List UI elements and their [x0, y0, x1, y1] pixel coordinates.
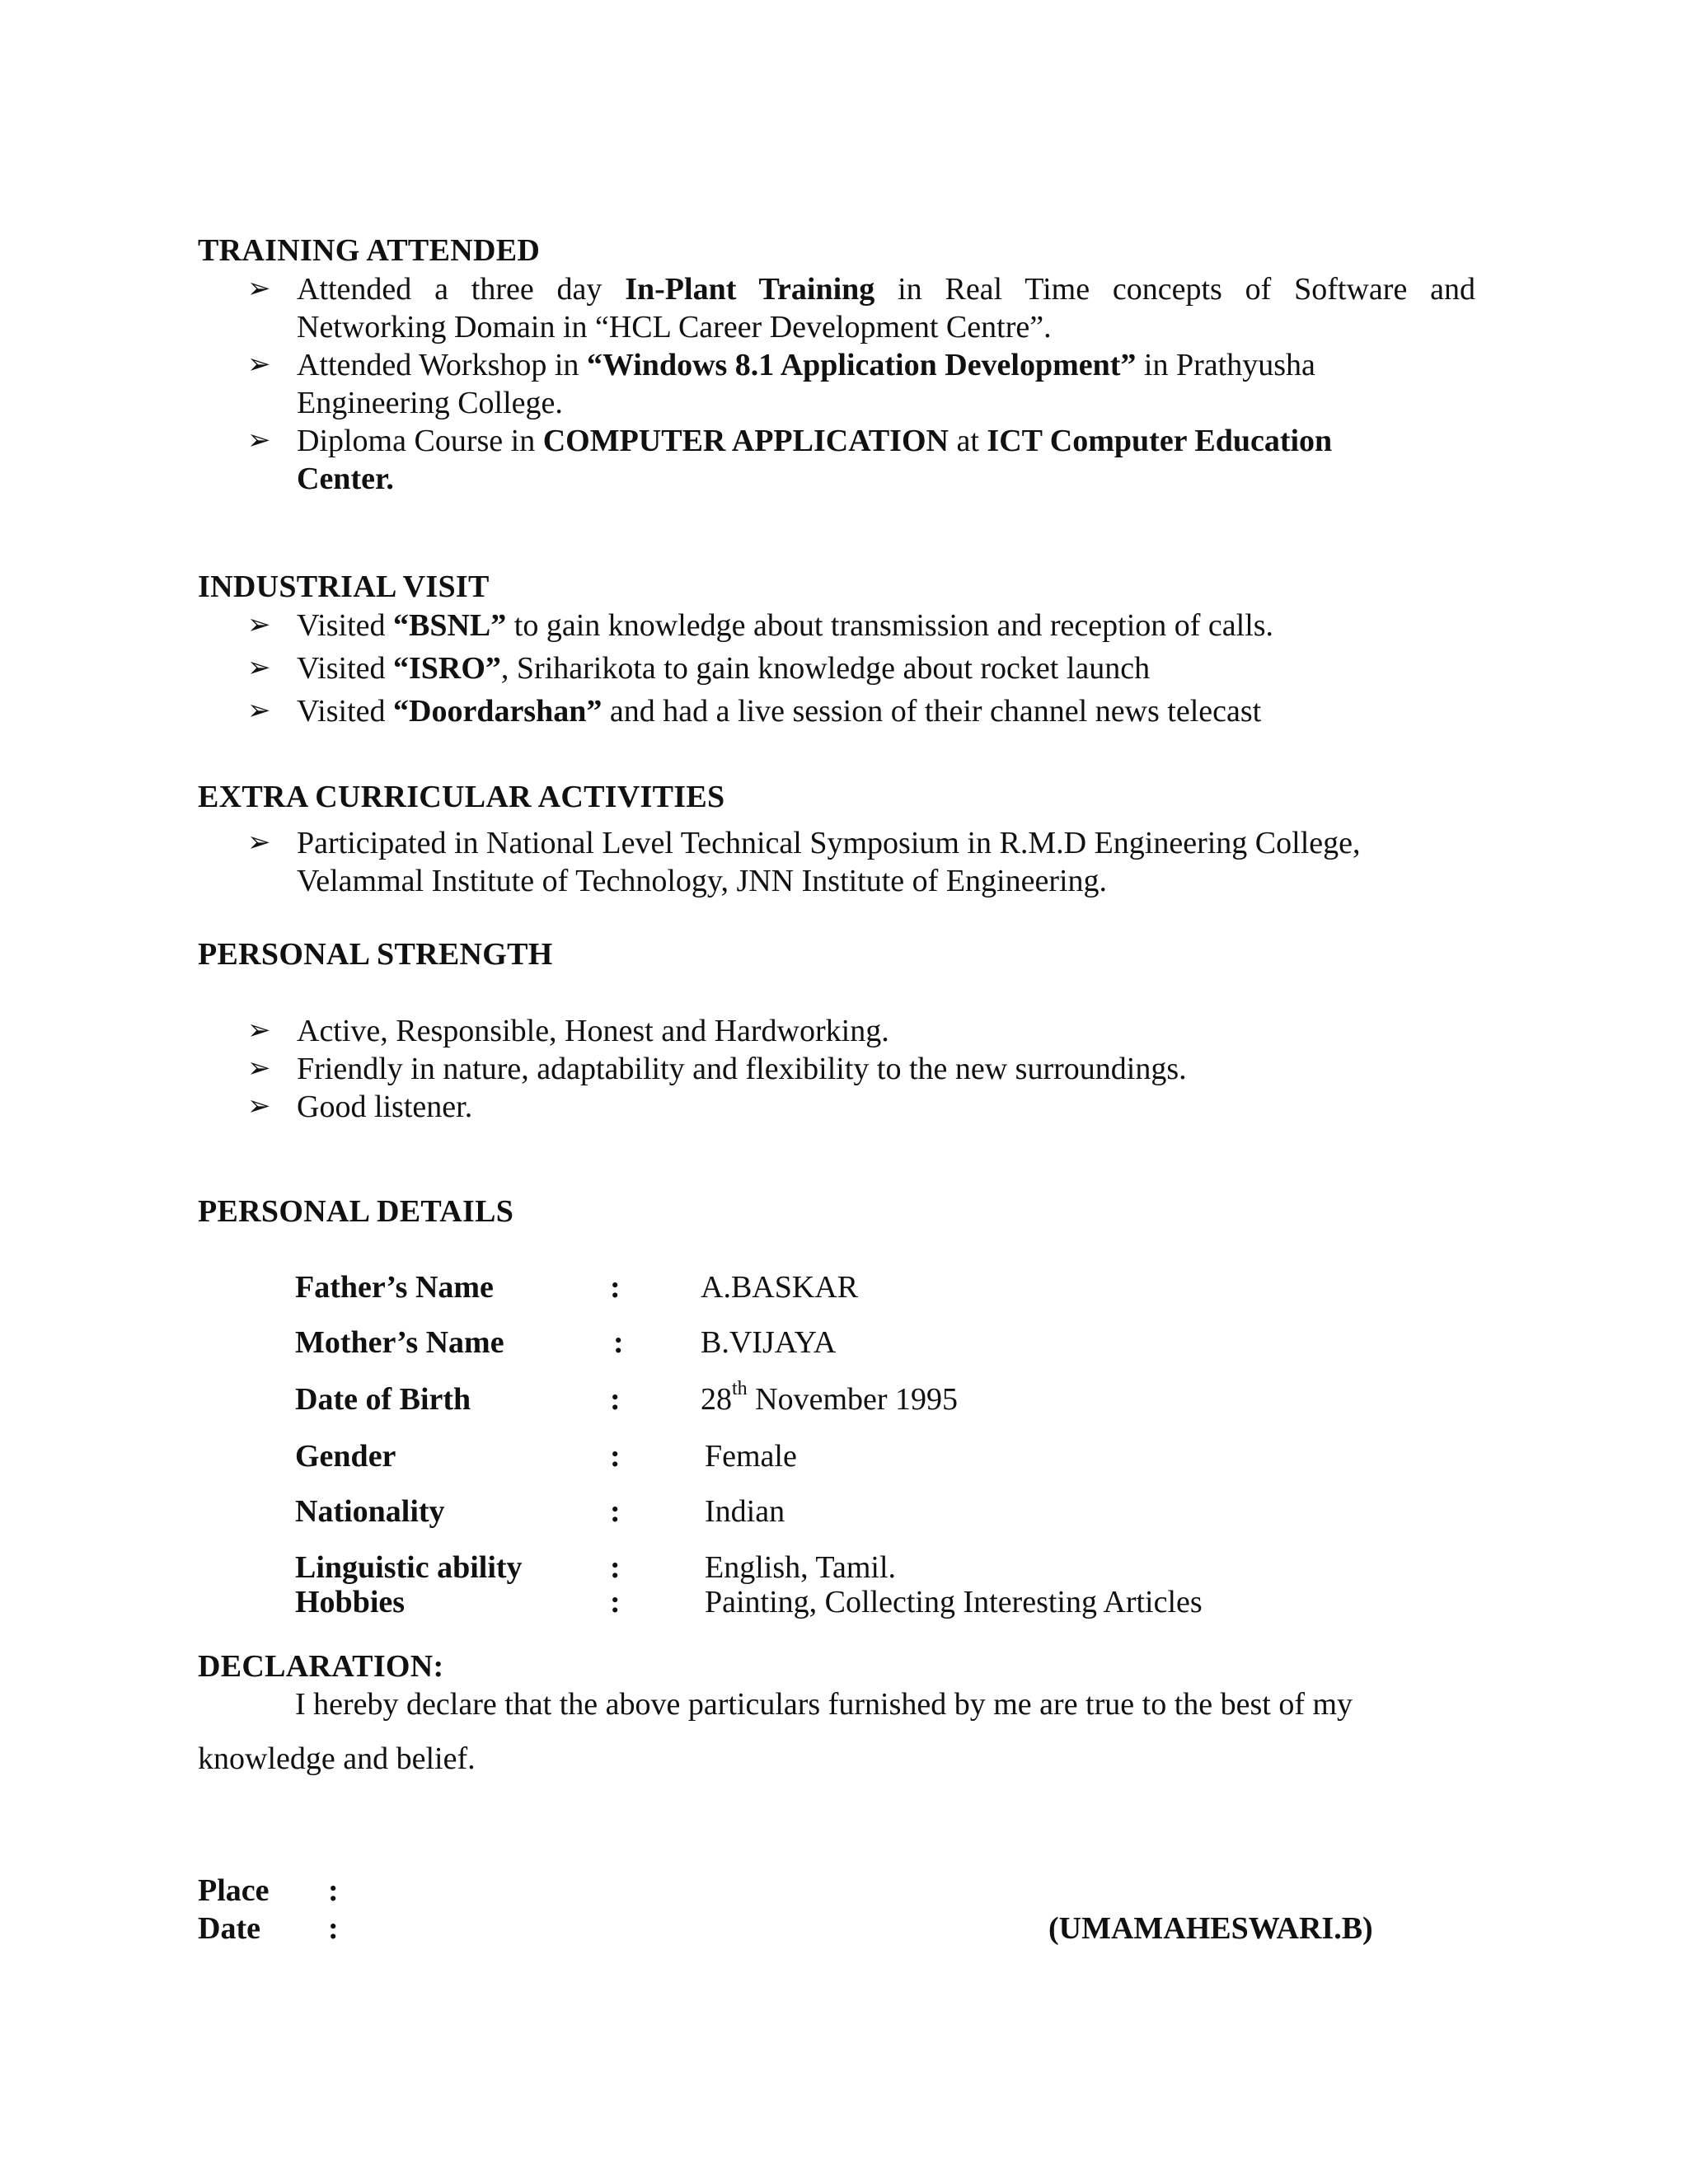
section-title-declaration: DECLARATION:: [198, 1649, 444, 1684]
date-row: Date :: [198, 1911, 339, 1946]
signature-name: (UMAMAHESWARI.B): [1048, 1911, 1373, 1946]
declaration-text-line2: knowledge and belief.: [198, 1741, 476, 1776]
arrow-bullet-icon: ➢: [247, 1015, 271, 1046]
place-row: Place :: [198, 1873, 339, 1908]
arrow-bullet-icon: ➢: [247, 1091, 271, 1122]
arrow-bullet-icon: ➢: [247, 349, 271, 380]
arrow-bullet-icon: ➢: [247, 425, 271, 456]
arrow-bullet-icon: ➢: [247, 274, 271, 304]
arrow-bullet-icon: ➢: [247, 1053, 271, 1084]
section-title-industrial: INDUSTRIAL VISIT: [198, 569, 490, 604]
arrow-bullet-icon: ➢: [247, 827, 271, 858]
section-title-details: PERSONAL DETAILS: [198, 1194, 514, 1229]
section-title-training: TRAINING ATTENDED: [198, 233, 541, 268]
resume-page: TRAINING ATTENDED ➢ Attended a three day In-Plant Training in Real Time concepts of Software and Networking Domain in “HCL Career Development Centre”. ➢ Attended Workshop in “Windows 8.1 Application Development” in Prathyusha Engineering College. ➢ Diploma Course in COMPUTER APPLICATION at ICT Computer Education Center. INDUSTRIAL VISIT ➢ Visited “BSNL” to gain knowledge about transmission and reception of calls. ➢ Visited “ISRO”, Sriharikota to gain knowledge about rocket launch ➢ Visited “Doordarshan” and had a live session of their channel news telecast EXTRA CURRICULAR ACTIVITIES ➢ Participated in National Level Technical Symposium in R.M.D Engineering College, Velammal Institute of Technology, JNN Institute of Engineering. PERSONAL STRENGTH ➢ Active, Responsible, Honest and Hardworking. ➢ Friendly in nature, adaptability and flexibility to the new surroundings. ➢ Good listener. PERSONAL DETAILS Father’s Name : A.BASKAR Mother’s Name : B.VIJAYA Date of Birth : 28th November 1995 Gender : Female Nationality : Indian Linguistic ability : English, Tamil. Hobbies : Painting, Collecting Interesting Articles DECLARATION: I hereby declare that the above particulars furnished by me are true to the best of my knowledge and belief. Place : Date : (UMAMAHESWARI.B): [198, 233, 1475, 1946]
section-title-extra-curricular: EXTRA CURRICULAR ACTIVITIES: [198, 780, 725, 814]
declaration-text-line1: I hereby declare that the above particulars furnished by me are true to the best of my: [295, 1687, 1353, 1722]
arrow-bullet-icon: ➢: [247, 696, 271, 726]
section-title-strength: PERSONAL STRENGTH: [198, 937, 553, 972]
arrow-bullet-icon: ➢: [247, 610, 271, 640]
arrow-bullet-icon: ➢: [247, 653, 271, 683]
